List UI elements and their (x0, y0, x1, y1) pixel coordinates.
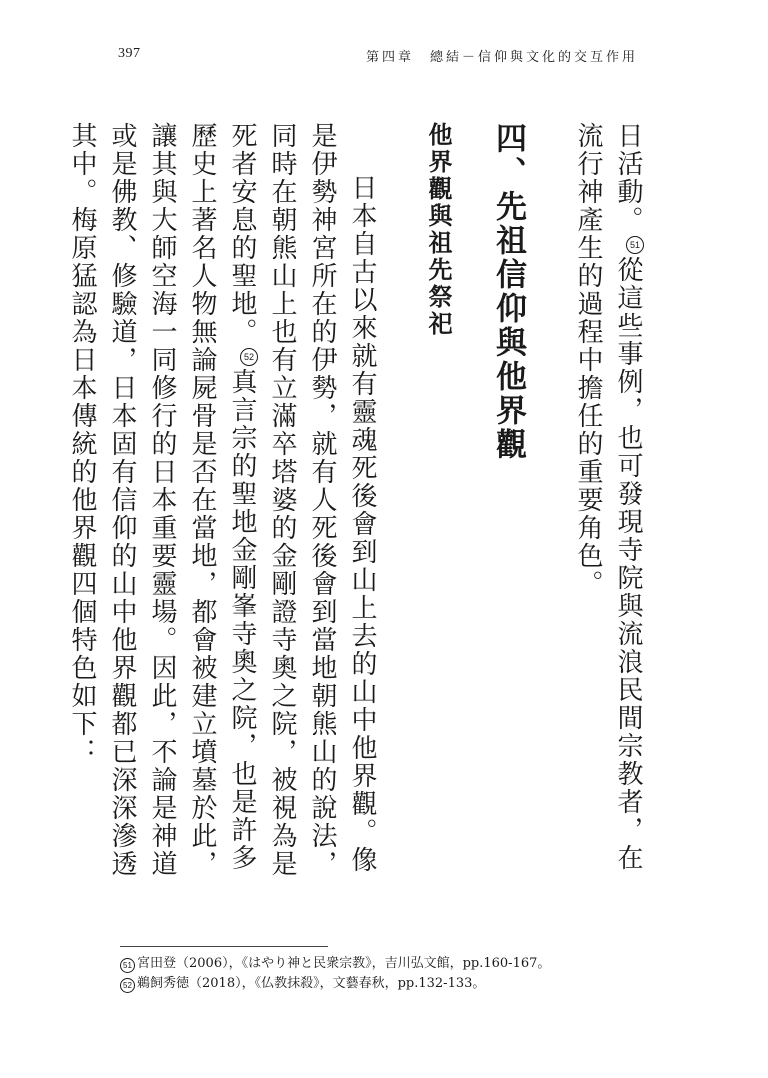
footnote-text: 宮田登（2006），《はやり神と民衆宗教》，吉川弘文館，pp.160-167。 (137, 956, 551, 971)
footnote-52 (120, 974, 660, 994)
footnote-mark: 52 (120, 978, 135, 993)
footnotes (120, 954, 660, 994)
section-heading: 四、先祖信仰與他界觀 (490, 122, 526, 462)
footnote-mark: 51 (120, 958, 135, 973)
footnote-divider (120, 946, 328, 947)
footnote-ref-51[interactable]: 51 (626, 236, 644, 254)
chapter-number: 第四章 (365, 50, 414, 65)
paragraph-otherworld: 日本自古以來就有靈魂死後會到山上去的山中他界觀。像是伊勢神宮所在的伊勢，就有人死後會到當地朝熊山的說法，同時在朝熊山上也有立滿卒塔婆的金剛證寺奧之院，被視為是死者安息的聖地。52真言宗的聖地金剛峯寺奧之院，也是許多歷史上著名人物無論屍骨是否在當地，都會被建立墳墓於此，讓其與大師空海一同修行的日本重要靈場。因此，不論是神道或是佛教、修驗道，日本固有信仰的山中他界觀都已深深滲透其中。梅原猛認為日本傳統的他界觀四個特色如下： (67, 122, 377, 878)
sub-heading: 他界觀與祖先祭祀 (424, 122, 452, 338)
footnote-text: 鵜飼秀徳（2018），《仏教抹殺》，文藝春秋，pp.132-133。 (137, 976, 486, 991)
footnote-ref-52[interactable]: 52 (240, 348, 258, 366)
footnote-51 (120, 954, 660, 974)
paragraph-continuation: 日活動。51從這些事例，也可發現寺院與流浪民間宗教者，在流行神產生的過程中擔任的重要角色。 (573, 122, 643, 872)
chapter-title: 總結－信仰與文化的交互作用 (429, 50, 638, 65)
running-head (366, 46, 638, 65)
vertical-text-body (67, 122, 648, 902)
page-number: 397 (118, 46, 141, 61)
